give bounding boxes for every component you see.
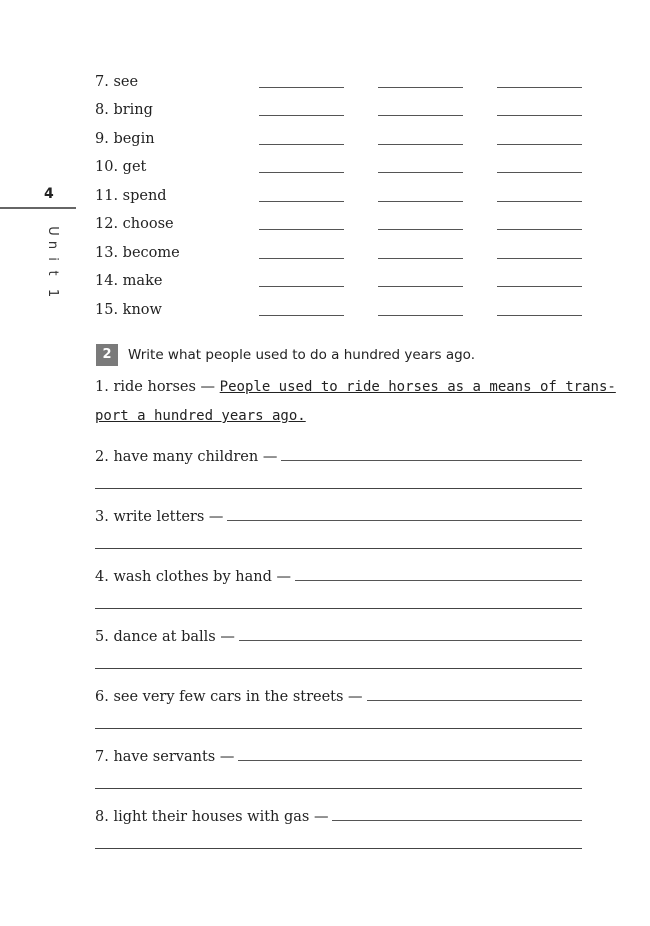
answer-line[interactable] xyxy=(227,520,582,521)
answer-line[interactable] xyxy=(238,760,582,761)
answer-blank[interactable] xyxy=(378,315,463,316)
answer-blank[interactable] xyxy=(378,115,463,116)
answer-blank[interactable] xyxy=(497,144,582,145)
answer-line[interactable] xyxy=(95,788,582,789)
answer-line[interactable] xyxy=(95,608,582,609)
prompt-text: 2. have many children — xyxy=(95,449,278,465)
verb-label: 15. know xyxy=(95,302,162,318)
answer-blank[interactable] xyxy=(259,144,344,145)
verb-label: 7. see xyxy=(95,74,139,90)
answer-line[interactable] xyxy=(295,580,582,581)
verb-row xyxy=(95,302,582,322)
answer-line[interactable] xyxy=(95,548,582,549)
answer-blank[interactable] xyxy=(497,201,582,202)
prompt-text: 4. wash clothes by hand — xyxy=(95,569,291,585)
answer-blank[interactable] xyxy=(259,172,344,173)
verb-row xyxy=(95,216,582,236)
verb-row xyxy=(95,74,582,94)
answer-line[interactable] xyxy=(95,668,582,669)
prompt-item xyxy=(95,505,582,525)
answer-blank[interactable] xyxy=(378,172,463,173)
answer-blank[interactable] xyxy=(259,286,344,287)
exercise-number-badge: 2 xyxy=(96,344,118,366)
answer-line[interactable] xyxy=(95,728,582,729)
verb-label: 8. bring xyxy=(95,102,153,118)
answer-blank[interactable] xyxy=(259,87,344,88)
prompt-item xyxy=(95,625,582,645)
answer-blank[interactable] xyxy=(378,87,463,88)
page-number: 4 xyxy=(44,186,54,202)
prompt-text: 3. write letters — xyxy=(95,509,224,525)
answer-blank[interactable] xyxy=(497,315,582,316)
answer-blank[interactable] xyxy=(378,258,463,259)
answer-line[interactable] xyxy=(332,820,582,821)
example-answer-line-2: port a hundred years ago. xyxy=(95,408,306,424)
prompt-text: 5. dance at balls — xyxy=(95,629,235,645)
answer-line[interactable] xyxy=(281,460,582,461)
prompt-item xyxy=(95,805,582,825)
example-answer-line-1: People used to ride horses as a means of trans- xyxy=(219,379,616,395)
answer-blank[interactable] xyxy=(259,201,344,202)
answer-line[interactable] xyxy=(95,488,582,489)
prompt-text: 8. light their houses with gas — xyxy=(95,809,329,825)
answer-blank[interactable] xyxy=(497,87,582,88)
prompt-item xyxy=(95,745,582,765)
answer-blank[interactable] xyxy=(497,229,582,230)
answer-blank[interactable] xyxy=(497,115,582,116)
prompt-text: 6. see very few cars in the streets — xyxy=(95,689,363,705)
answer-blank[interactable] xyxy=(259,315,344,316)
prompt-item xyxy=(95,565,582,585)
answer-blank[interactable] xyxy=(497,258,582,259)
answer-blank[interactable] xyxy=(259,258,344,259)
verb-label: 11. spend xyxy=(95,188,167,204)
exercise-instruction: Write what people used to do a hundred years ago. xyxy=(128,347,475,363)
page-number-rule xyxy=(0,207,76,209)
verb-row xyxy=(95,188,582,208)
verb-row xyxy=(95,245,582,265)
verb-label: 13. become xyxy=(95,245,180,261)
example-prompt: 1. ride horses — xyxy=(95,379,216,395)
verb-row xyxy=(95,102,582,122)
answer-blank[interactable] xyxy=(378,286,463,287)
prompt-item xyxy=(95,685,582,705)
verb-label: 14. make xyxy=(95,273,163,289)
prompt-item xyxy=(95,445,582,465)
answer-line[interactable] xyxy=(367,700,582,701)
verb-row xyxy=(95,159,582,179)
answer-blank[interactable] xyxy=(378,229,463,230)
prompt-text: 7. have servants — xyxy=(95,749,235,765)
verb-label: 12. choose xyxy=(95,216,174,232)
answer-line[interactable] xyxy=(95,848,582,849)
verb-row xyxy=(95,131,582,151)
answer-blank[interactable] xyxy=(378,201,463,202)
unit-label: U n i t 1 xyxy=(45,226,60,298)
verb-label: 10. get xyxy=(95,159,147,175)
answer-blank[interactable] xyxy=(378,144,463,145)
answer-blank[interactable] xyxy=(259,115,344,116)
verb-label: 9. begin xyxy=(95,131,155,147)
verb-row xyxy=(95,273,582,293)
answer-blank[interactable] xyxy=(497,172,582,173)
answer-blank[interactable] xyxy=(497,286,582,287)
answer-line[interactable] xyxy=(239,640,582,641)
answer-blank[interactable] xyxy=(259,229,344,230)
example-item xyxy=(95,379,616,395)
